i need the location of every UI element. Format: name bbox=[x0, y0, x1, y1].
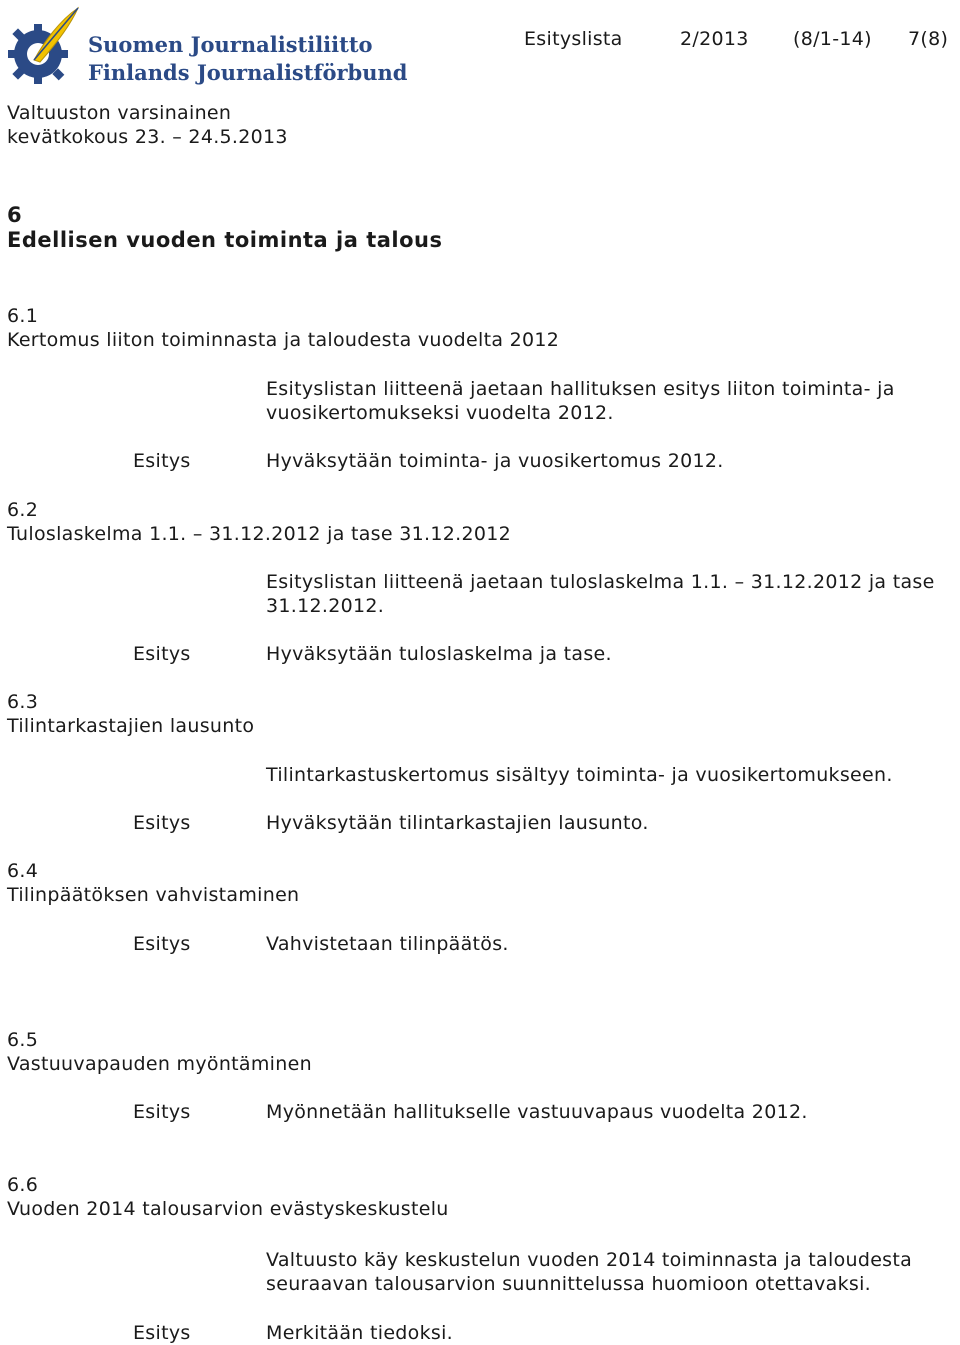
logo-name-finnish: Suomen Journalistiliitto bbox=[88, 32, 373, 57]
document-type: Esityslista bbox=[524, 28, 623, 50]
item-title: Tuloslaskelma 1.1. – 31.12.2012 ja tase 31.12.2012 bbox=[7, 523, 511, 545]
item-number: 6.3 bbox=[7, 691, 39, 713]
item-body: Tilintarkastuskertomus sisältyy toiminta- ja vuosikertomukseen. bbox=[266, 764, 893, 786]
page-number: 7(8) bbox=[908, 28, 949, 50]
proposal-label: Esitys bbox=[133, 450, 191, 472]
item-title: Vuoden 2014 talousarvion evästyskeskustelu bbox=[7, 1198, 449, 1220]
item-number: 6.1 bbox=[7, 305, 39, 327]
item-number: 6.4 bbox=[7, 860, 39, 882]
item-number: 6.6 bbox=[7, 1174, 39, 1196]
meeting-line2: kevätkokous 23. – 24.5.2013 bbox=[7, 126, 288, 148]
proposal-label: Esitys bbox=[133, 643, 191, 665]
item-title: Kertomus liiton toiminnasta ja taloudesta vuodelta 2012 bbox=[7, 329, 560, 351]
proposal-text: Hyväksytään toiminta- ja vuosikertomus 2012. bbox=[266, 450, 724, 472]
item-title: Vastuuvapauden myöntäminen bbox=[7, 1053, 312, 1075]
proposal-label: Esitys bbox=[133, 812, 191, 834]
item-body: Valtuusto käy keskustelun vuoden 2014 toiminnasta ja taloudesta bbox=[266, 1249, 913, 1271]
item-title: Tilinpäätöksen vahvistaminen bbox=[7, 884, 300, 906]
proposal-label: Esitys bbox=[133, 1101, 191, 1123]
proposal-text: Hyväksytään tuloslaskelma ja tase. bbox=[266, 643, 612, 665]
logo-name-swedish: Finlands Journalistförbund bbox=[88, 60, 408, 85]
document-number: 2/2013 bbox=[680, 28, 749, 50]
item-body: Esityslistan liitteenä jaetaan tuloslaskelma 1.1. – 31.12.2012 ja tase bbox=[266, 571, 935, 593]
item-title: Tilintarkastajien lausunto bbox=[7, 715, 255, 737]
proposal-label: Esitys bbox=[133, 1322, 191, 1344]
proposal-label: Esitys bbox=[133, 933, 191, 955]
proposal-text: Vahvistetaan tilinpäätös. bbox=[266, 933, 509, 955]
section-title: Edellisen vuoden toiminta ja talous bbox=[7, 228, 443, 252]
item-body: 31.12.2012. bbox=[266, 595, 385, 617]
section-number: 6 bbox=[7, 203, 22, 227]
item-body: seuraavan talousarvion suunnittelussa huomioon otettavaksi. bbox=[266, 1273, 871, 1295]
proposal-text: Hyväksytään tilintarkastajien lausunto. bbox=[266, 812, 649, 834]
item-number: 6.2 bbox=[7, 499, 39, 521]
meeting-line1: Valtuuston varsinainen bbox=[7, 102, 232, 124]
item-number: 6.5 bbox=[7, 1029, 39, 1051]
pen-gear-emblem-icon bbox=[4, 6, 82, 86]
item-body: vuosikertomukseksi vuodelta 2012. bbox=[266, 402, 614, 424]
proposal-text: Myönnetään hallitukselle vastuuvapaus vuodelta 2012. bbox=[266, 1101, 808, 1123]
item-body: Esityslistan liitteenä jaetaan hallituksen esitys liiton toiminta- ja bbox=[266, 378, 895, 400]
section-range: (8/1-14) bbox=[793, 28, 872, 50]
organization-logo bbox=[4, 6, 408, 86]
proposal-text: Merkitään tiedoksi. bbox=[266, 1322, 454, 1344]
